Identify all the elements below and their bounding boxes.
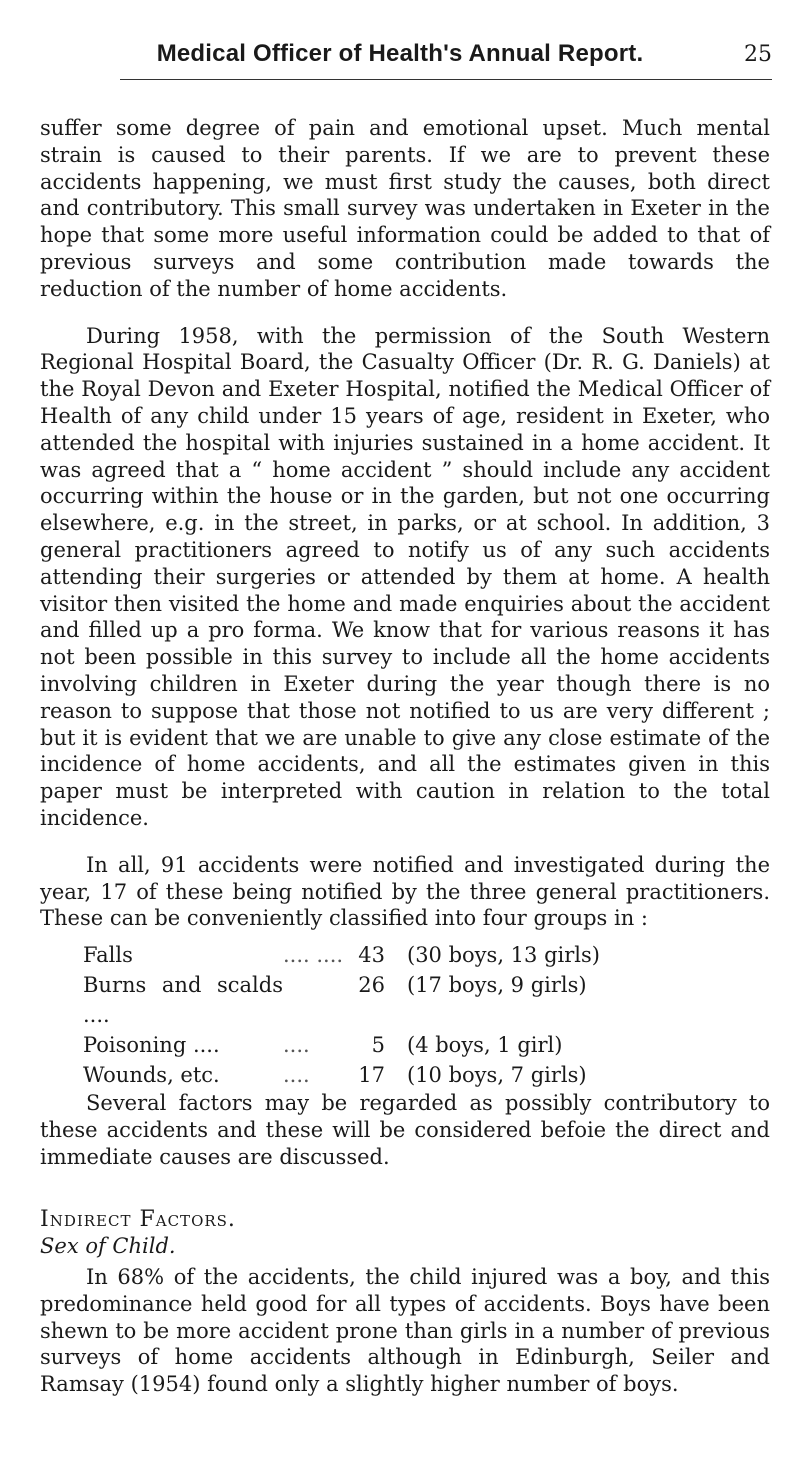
group-count: 5 (371, 1033, 385, 1058)
subheading: Sex of Child. (40, 1234, 176, 1259)
group-leader-dots (283, 970, 345, 1030)
group-breakdown: (17 boys, 9 girls) (407, 973, 587, 998)
paragraph-4: Several factors may be regarded as possibly contributory to these accidents and these will be considered befoie the direct and immediate causes are discussed. (40, 1091, 770, 1169)
group-leader-dots: .... .... (283, 943, 344, 968)
group-label: Wounds, etc. (83, 1063, 220, 1088)
group-label: Burns and scalds .... (83, 973, 283, 1028)
table-row (83, 1060, 600, 1090)
page-header (0, 40, 800, 84)
group-leader-dots: .... (283, 1063, 310, 1088)
group-breakdown: (30 boys, 13 girls) (407, 943, 600, 968)
paragraph-2: During 1958, with the permission of the South Western Regional Hospital Board, the Casualty Officer (Dr. R. G. Daniels) at the Royal Devon and Exeter Hospital, notified the Medical Officer of Health of any child under 15 years of age, resident in Exeter, who attended the hospital with injuries sustained in a home accident. It was agreed that a “ home accident ” should include any accident occurring within the house or in the garden, but not one occurring elsewhere, e.g. in the street, in parks, or at school. In addition, 3 general practitioners agreed to notify us of any such accidents attending their surgeries or attended by them at home. A health visitor then visited the home and made enquiries about the accident and filled up a pro forma. We know that for various reasons it has not been possible in this survey to include all the home accidents involving children in Exeter during the year though there is no reason to suppose that those not notified to us are very different ; but it is evident that we are unable to give any close estimate of the incidence of home accidents, and all the estimates given in this paper must be interpreted with caution in relation to the total incidence. (40, 323, 770, 830)
group-breakdown: (4 boys, 1 girl) (407, 1033, 563, 1058)
paragraph-3: In all, 91 accidents were notified and investigated during the year, 17 of these being notified by the three general practitioners. These can be conveniently classified into four groups in : (40, 852, 770, 931)
group-label: Falls (83, 943, 133, 968)
paragraph-5: In 68% of the accidents, the child injured was a boy, and this predominance held good for all types of accidents. Boys have been shewn to be more accident prone than girls in a number of previous surveys of home accidents although in Edinburgh, Seiler and Ramsay (1954) found only a slightly higher number of boys. (40, 1265, 770, 1397)
group-count: 26 (358, 973, 385, 998)
group-leader-dots: .... (283, 1033, 310, 1058)
table-row (83, 1030, 600, 1060)
group-breakdown: (10 boys, 7 girls) (407, 1063, 587, 1088)
group-count: 17 (358, 1063, 385, 1088)
accident-groups-table (83, 940, 600, 1090)
report-body (40, 115, 770, 1398)
paragraph-1: suffer some degree of pain and emotional upset. Much mental strain is caused to their parents. If we are to prevent these accidents happening, we must first study the causes, both direct and contributory. This small survey was undertaken in Exeter in the hope that some more useful information could be added to that of previous surveys and some contribution made towards the reduction of the number of home accidents. (40, 116, 770, 301)
group-count: 43 (358, 943, 385, 968)
page-number: 25 (744, 42, 772, 67)
table-row (83, 970, 600, 1030)
table-row (83, 940, 600, 970)
section-heading: Indirect Factors. (40, 1206, 236, 1232)
header-rule (120, 79, 772, 80)
group-label: Poisoning .... (83, 1033, 220, 1058)
report-title: Medical Officer of Health's Annual Report. (156, 40, 644, 67)
